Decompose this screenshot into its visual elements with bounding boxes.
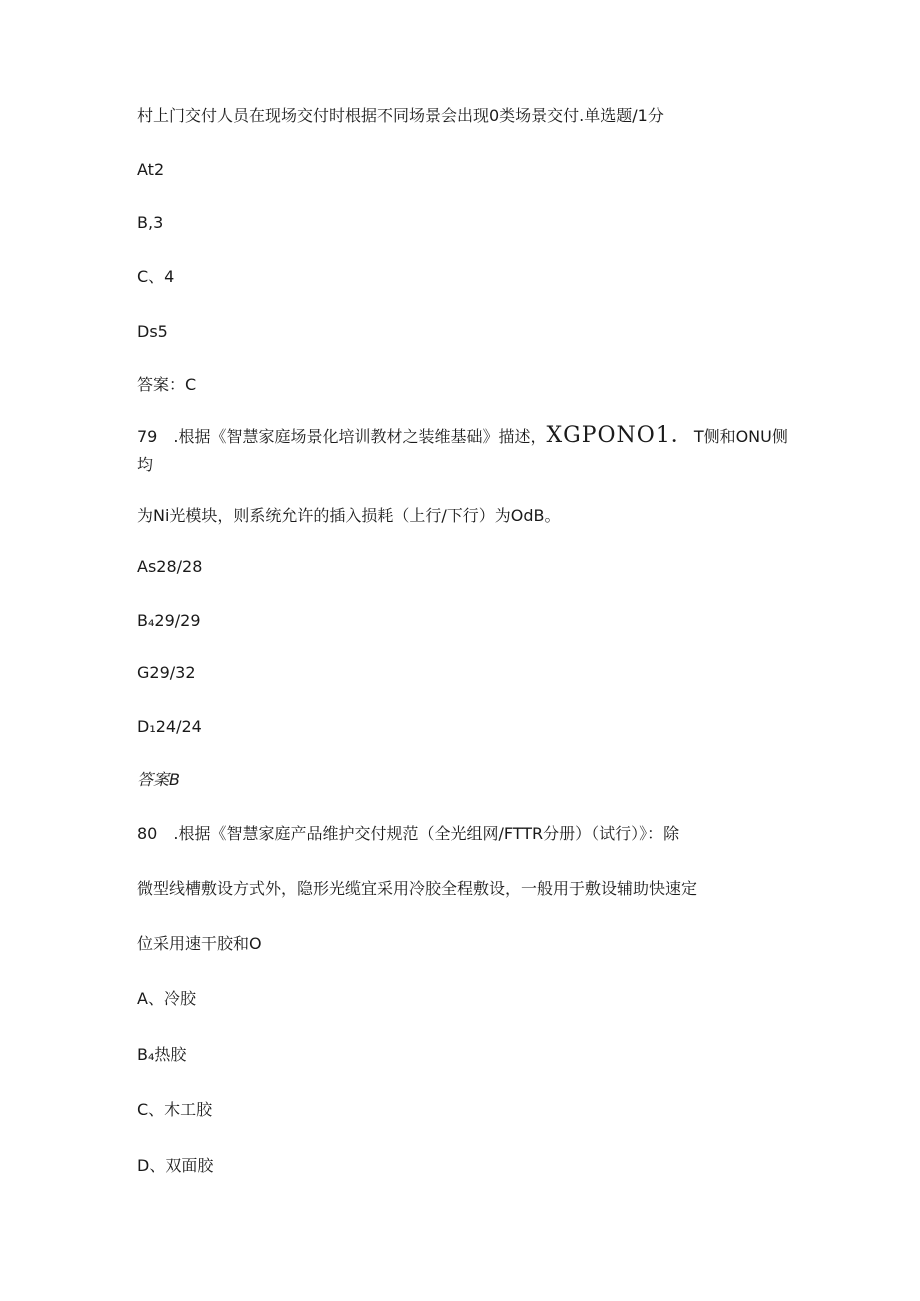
question-80-stem-line-2: 微型线槽敷设方式外，隐形光缆宜采用冷胶全程敷设，一般用于敷设辅助快速定 (137, 879, 698, 898)
question-78-stem: 村上门交付人员在现场交付时根据不同场景会出现0类场景交付.单选题/1分 (137, 106, 664, 125)
question-79-stem-line-1 (137, 423, 788, 448)
question-79-stem-line-2: 均 (137, 455, 154, 474)
question-79-stem-part-1: 79 .根据《智慧家庭场景化培训教材之装维基础》描述， (137, 427, 547, 446)
question-80-stem-line-1: 80 .根据《智慧家庭产品维护交付规范（全光组网/FTTR分册）（试行）》：除 (137, 824, 680, 843)
question-78-option-d: Ds5 (137, 322, 168, 341)
question-79-stem-line-3: 为Ni光模块，则系统允许的插入损耗（上行/下行）为OdB。 (137, 506, 561, 525)
question-78-option-c: C、4 (137, 267, 175, 286)
question-79-stem-part-2: T侧和ONU侧 (693, 427, 788, 446)
question-78-answer: 答案：C (137, 375, 197, 394)
question-79-option-b: B₄29/29 (137, 611, 201, 630)
question-79-answer: 答案B (137, 770, 180, 789)
question-80-option-b: B₄热胶 (137, 1045, 187, 1064)
question-79-option-c: G29/32 (137, 663, 196, 682)
question-80-stem-line-3: 位采用速干胶和O (137, 934, 262, 953)
question-80-option-c: C、木工胶 (137, 1100, 213, 1119)
question-80-option-a: A、冷胶 (137, 989, 196, 1008)
question-79-option-a: As28/28 (137, 557, 203, 576)
question-80-option-d: D、双面胶 (137, 1156, 214, 1175)
question-78-option-b: B,3 (137, 213, 164, 232)
question-79-option-d: D₁24/24 (137, 717, 202, 736)
question-79-stem-serif-run: XGPONO1． (546, 423, 694, 448)
question-78-option-a: At2 (137, 160, 165, 179)
